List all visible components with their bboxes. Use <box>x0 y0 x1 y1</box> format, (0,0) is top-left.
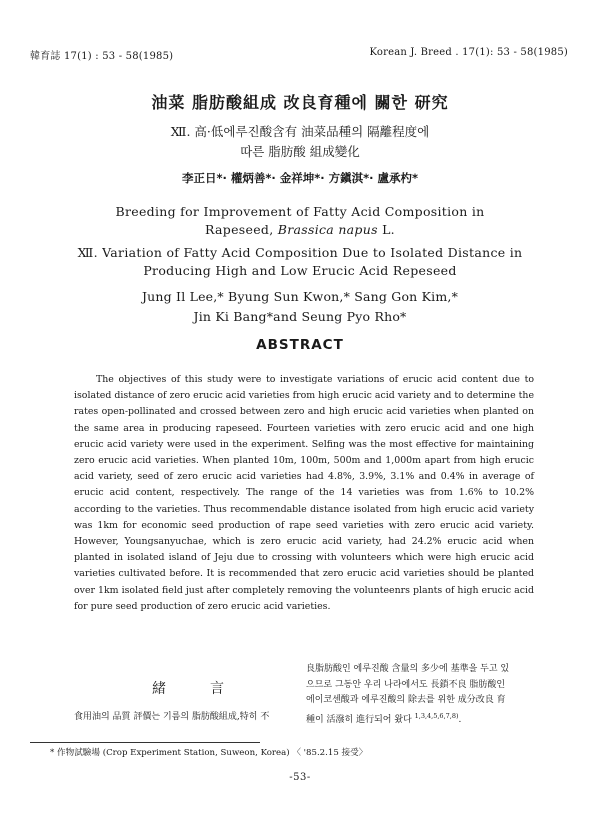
authors-english-line1: Jung Il Lee,* Byung Sun Kwon,* Sang Gon Kim,* <box>141 289 459 304</box>
title-english-prefix: Rapeseed, <box>205 222 278 237</box>
authors-english <box>0 287 600 327</box>
subtitle-korean <box>0 122 600 162</box>
authors-english-line2: Jin Ki Bang*and Seung Pyo Rho* <box>193 309 407 324</box>
abstract-paragraph: The objectives of this study were to investigate variations of erucic acid content due to isolated distance of zero erucic acid varieties from high erucic acid variety and to determine the rates open-pollinated and crossed between zero and high erucic acid varieties when planted on the same area in producing rapeseed. Fourteen varieties with zero erucic acid and one high erucic acid variety were used in the experiment. Selfing was the most effective for maintaining zero erucic acid varieties. When planted 10m, 100m, 500m and 1,000m apart from high erucic acid variety, seed of zero erucic acid varieties had 4.8%, 3.9%, 3.1% and 0.4% in average of erucic acid content, respectively. The range of the 14 varieties was from 1.6% to 10.2% according to the varieties. Thus recommendable distance isolated from high erucic acid variety was 1km for economic seed production of rape seed varieties with zero erucic acid variety. However, Youngsanyuchae, which is zero erucic acid variety, had 24.2% erucic acid when planted in isolated island of Jeju due to crossing with volunteers which were high erucic acid varieties cultivated before. It is recommended that zero erucic acid varieties should be planted over 1km isolated field just after completely removing the volunteenrs plants of high erucic acid for pure seed production of zero erucic acid varieties. <box>74 374 534 612</box>
introduction-right-column <box>306 662 538 728</box>
introduction-heading: 緒言 <box>152 681 268 697</box>
abstract-body <box>74 372 534 615</box>
footnote-divider <box>30 742 260 743</box>
journal-header-right: Korean J. Breed . 17(1): 53 - 58(1985) <box>369 47 568 58</box>
species-name: Brassica napus <box>277 222 378 237</box>
title-korean: 油菜 脂肪酸組成 改良育種에 關한 研究 <box>151 93 449 112</box>
citation-refs: 1,3,4,5,6,7,8) <box>414 711 459 720</box>
title-english-suffix: L. <box>377 222 395 237</box>
subtitle-english-line1: Ⅻ. Variation of Fatty Acid Composition Due to Isolated Distance in <box>77 245 523 260</box>
subtitle-english <box>0 244 600 280</box>
introduction-right-line4-end: . <box>458 714 462 725</box>
page-number: -53- <box>289 772 311 783</box>
authors-korean: 李正日*· 權炳善*· 金祥坤*· 方鎭淇*· 盧承杓* <box>181 171 419 185</box>
introduction-right-line4 <box>306 709 538 729</box>
introduction-right-line1: 良脂肪酸인 에루진酸 含量의 多少에 基準을 두고 있 <box>306 664 510 674</box>
subtitle-korean-line1: Ⅻ. 高·低에루진酸含有 油菜品種의 隔離程度에 <box>170 124 430 139</box>
introduction-right-line2: 으므로 그동안 우리 나라에서도 長鎖不良 脂肪酸인 <box>306 679 506 690</box>
subtitle-korean-line2: 따른 脂肪酸 組成變化 <box>240 144 360 159</box>
introduction-right-line4-text: 種이 活潑히 進行되어 왔다 <box>306 714 412 725</box>
footnote: * 作物試驗場 (Crop Experiment Station, Suweon, Korea) 〈 '85.2.15 接受〉 <box>50 748 368 758</box>
title-english-line2 <box>0 221 600 239</box>
introduction-left-column: 食用油의 品質 評價는 기름의 脂肪酸組成,特히 不 <box>74 712 270 722</box>
introduction-right-line3: 에이코센酸과 에루진酸의 除去를 위한 成分改良 育 <box>306 695 506 705</box>
title-english-line1: Breeding for Improvement of Fatty Acid Composition in <box>115 204 485 219</box>
abstract-heading: ABSTRACT <box>256 337 344 353</box>
title-english <box>0 203 600 239</box>
subtitle-english-line2: Producing High and Low Erucic Acid Repeseed <box>143 263 457 278</box>
journal-header-left: 韓育誌 17(1) : 53 - 58(1985) <box>30 51 174 62</box>
